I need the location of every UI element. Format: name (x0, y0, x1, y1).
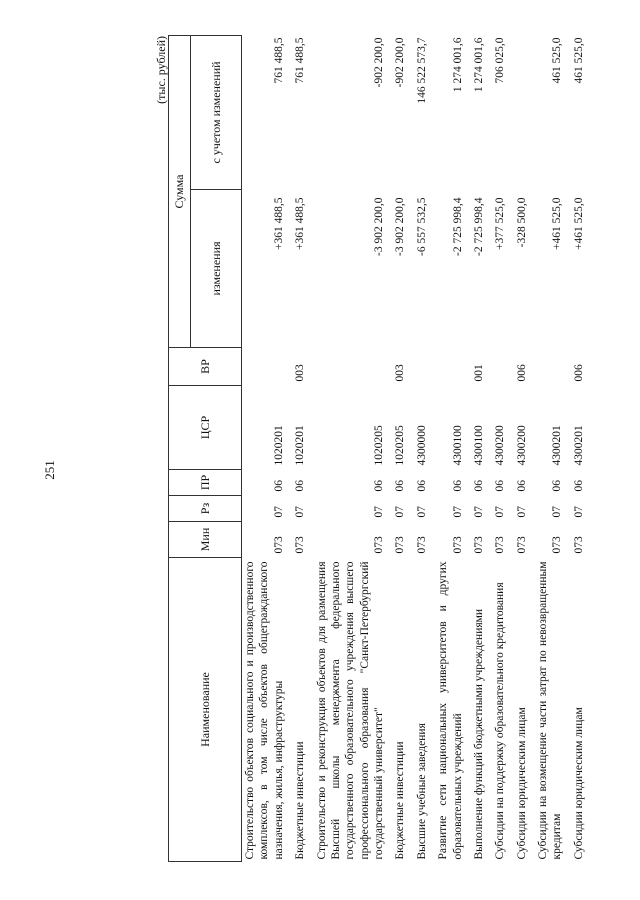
cell-vr (314, 348, 393, 386)
cell-min: 073 (494, 536, 507, 554)
cell-vr: 006 (572, 364, 585, 382)
cell-pr: 06 (451, 480, 464, 492)
table-row (492, 35, 513, 861)
header-with-change: с учетом изменений (191, 35, 242, 189)
header-name: Наименование (169, 558, 242, 862)
cell-total (514, 35, 535, 189)
cell-pr: 06 (294, 480, 307, 492)
cell-rz: 07 (572, 506, 585, 518)
cell-pr: 06 (394, 480, 407, 492)
cell-vr (242, 348, 293, 386)
cell-total: 1 274 001,6 (451, 37, 464, 93)
cell-name: Субсидии на возмещение части затрат по невозвращенным кредитам (537, 561, 564, 860)
cell-min: 073 (394, 536, 407, 554)
cell-vr (414, 348, 435, 386)
cell-csr: 1020201 (294, 425, 307, 466)
cell-csr: 4300100 (472, 425, 485, 466)
header-csr: ЦСР (169, 386, 242, 470)
cell-vr (435, 348, 471, 386)
cell-vr: 006 (515, 364, 528, 382)
cell-csr: 4300200 (494, 425, 507, 466)
cell-rz: 07 (394, 506, 407, 518)
table-row (292, 35, 313, 861)
cell-name: Строительство и реконструкция объектов для размещения Высшей школы менеджмента федерального государственного образовательного учреждения высшего профессионального образования "Санкт-Петербургский государственный университет" (315, 561, 385, 860)
cell-pr: 06 (572, 480, 585, 492)
cell-csr: 4300000 (415, 425, 428, 466)
cell-change: -2 725 998,4 (472, 197, 485, 256)
cell-rz: 07 (294, 506, 307, 518)
cell-csr: 1020205 (394, 425, 407, 466)
cell-min: 073 (294, 536, 307, 554)
cell-pr: 06 (515, 480, 528, 492)
table-row (571, 35, 592, 861)
cell-change: -3 902 200,0 (373, 197, 385, 256)
cell-total: 146 522 573,7 (415, 37, 428, 104)
cell-name: Субсидии на поддержку образовательного кредитования (494, 582, 507, 860)
table-row (471, 35, 492, 861)
cell-vr (535, 348, 571, 386)
budget-table (168, 35, 592, 862)
cell-change: +361 488,5 (272, 197, 285, 250)
cell-change: -328 500,0 (515, 197, 528, 248)
cell-rz: 07 (373, 506, 385, 518)
cell-name: Выполнение функций бюджетными учреждениями (472, 608, 485, 860)
cell-change: +377 525,0 (494, 197, 507, 250)
cell-total: 1 274 001,6 (472, 37, 485, 93)
cell-name: Бюджетные инвестиции (394, 741, 407, 860)
cell-name: Бюджетные инвестиции (294, 741, 307, 860)
cell-csr: 4300201 (572, 425, 585, 466)
cell-csr: 4300200 (515, 425, 528, 466)
cell-total: 761 488,5 (294, 37, 307, 84)
cell-csr: 4300100 (451, 425, 464, 466)
cell-pr: 06 (373, 480, 385, 492)
cell-pr: 06 (551, 480, 564, 492)
page-number: 251 (41, 460, 57, 480)
header-vr: ВР (169, 348, 242, 386)
cell-change: -3 902 200,0 (394, 197, 407, 256)
table-row (414, 35, 435, 861)
table-row (535, 35, 571, 861)
cell-pr: 06 (272, 480, 285, 492)
cell-change: -6 557 532,5 (415, 197, 428, 256)
cell-change: +461 525,0 (572, 197, 585, 250)
cell-total: 706 025,0 (494, 37, 507, 84)
cell-rz: 07 (494, 506, 507, 518)
cell-csr: 4300201 (551, 425, 564, 466)
table-row (242, 35, 293, 861)
cell-change: -2 725 998,4 (451, 197, 464, 256)
cell-csr: 1020205 (373, 425, 385, 466)
cell-total: 461 525,0 (572, 37, 585, 84)
header-rz: Рз (169, 496, 242, 522)
cell-name: Высшие учебные заведения (415, 723, 428, 860)
header-pr: ПР (169, 470, 242, 496)
table-row (392, 35, 413, 861)
rotated-table-area (150, 36, 585, 862)
header-sum: Сумма (169, 35, 191, 347)
cell-rz: 07 (272, 506, 285, 518)
cell-min: 073 (515, 536, 528, 554)
cell-pr: 06 (415, 480, 428, 492)
cell-change: +361 488,5 (294, 197, 307, 250)
cell-vr: 003 (294, 364, 307, 382)
cell-vr (492, 348, 513, 386)
cell-min: 073 (373, 536, 385, 554)
cell-min: 073 (551, 536, 564, 554)
cell-min: 073 (572, 536, 585, 554)
table-row (514, 35, 535, 861)
cell-min: 073 (272, 536, 285, 554)
cell-rz: 07 (515, 506, 528, 518)
cell-min: 073 (415, 536, 428, 554)
cell-name: Субсидии юридическим лицам (572, 707, 585, 860)
cell-total: -902 200,0 (394, 37, 407, 88)
cell-name: Развитие сети национальных университетов и других образовательных учреждений (437, 561, 464, 860)
cell-total: 761 488,5 (272, 37, 285, 84)
cell-total: -902 200,0 (373, 37, 385, 88)
cell-name: Строительство объектов социального и производственного комплексов, в том числе объектов общегражданского назначения, жилья, инфраструктуры (244, 561, 285, 860)
table-body (242, 35, 593, 861)
cell-name: Субсидии юридическим лицам (515, 707, 528, 860)
cell-pr: 06 (494, 480, 507, 492)
cell-pr: 06 (472, 480, 485, 492)
cell-rz: 07 (472, 506, 485, 518)
cell-min: 073 (451, 536, 464, 554)
cell-vr: 001 (472, 364, 485, 382)
table-row (435, 35, 471, 861)
table-row (314, 35, 393, 861)
cell-rz: 07 (551, 506, 564, 518)
cell-csr: 1020201 (272, 425, 285, 466)
cell-vr: 003 (394, 364, 407, 382)
header-change: изменения (191, 190, 242, 348)
cell-total: 461 525,0 (551, 37, 564, 84)
header-min: Мин (169, 522, 242, 558)
cell-rz: 07 (415, 506, 428, 518)
units-note: (тыс. рублей) (154, 36, 168, 104)
cell-min: 073 (472, 536, 485, 554)
cell-rz: 07 (451, 506, 464, 518)
cell-change: +461 525,0 (551, 197, 564, 250)
